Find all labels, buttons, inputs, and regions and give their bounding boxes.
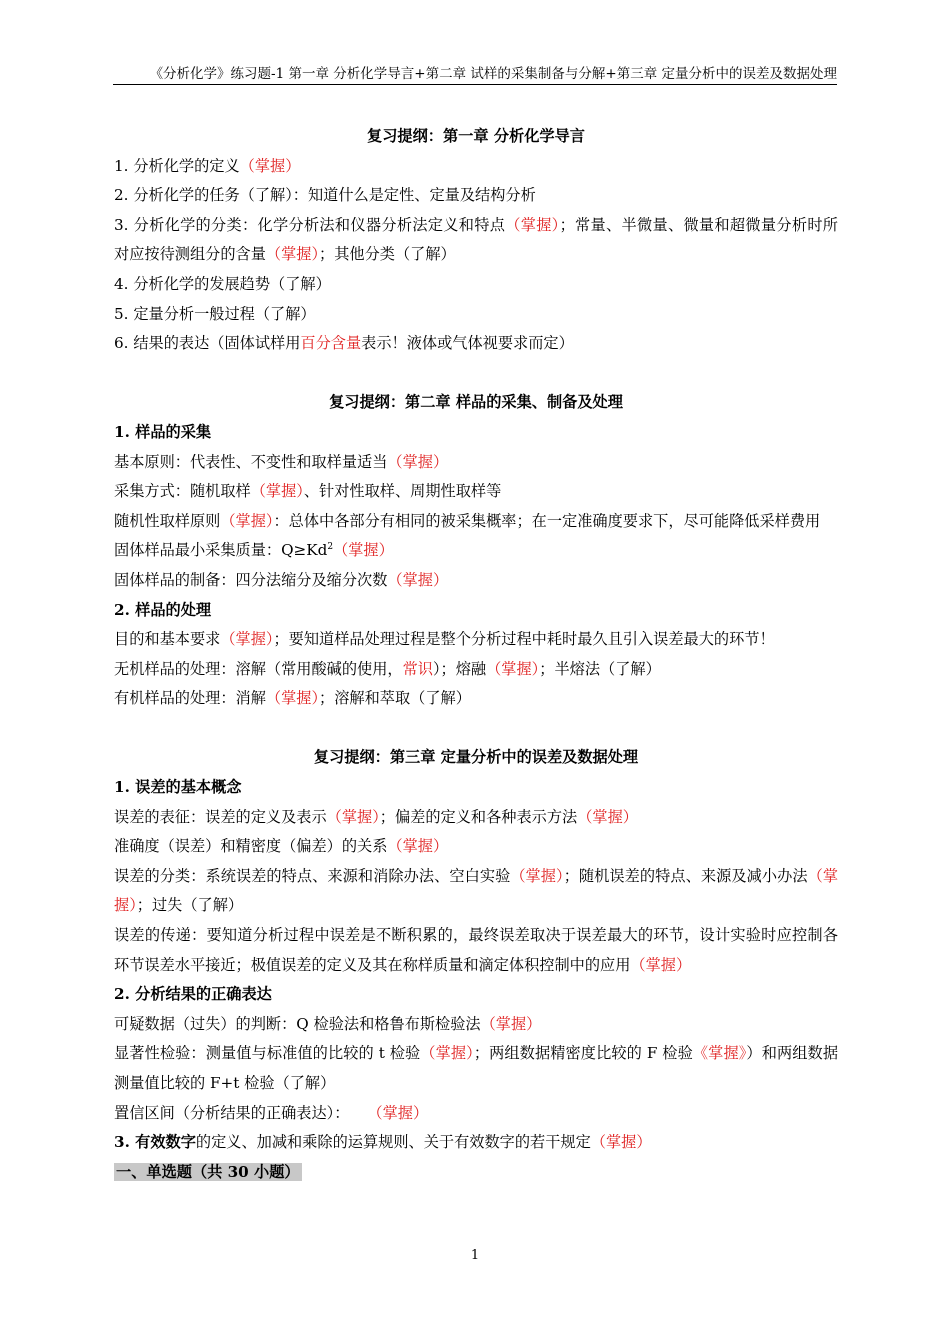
- chapter1-title: 复习提纲：第一章 分析化学导言: [367, 127, 585, 145]
- ch2-inorganic: 无机样品的处理：溶解（常用酸碱的使用，常识）；熔融（掌握）；半熔法（了解）: [114, 659, 661, 678]
- ch3-subheading-2: 2. 分析结果的正确表达: [114, 985, 272, 1004]
- chapter2-title: 复习提纲：第二章 样品的采集、制备及处理: [329, 393, 623, 412]
- ch2-sampling-method: 采集方式：随机取样（掌握）、针对性取样、周期性取样等: [114, 482, 502, 501]
- ch2-solid-prep: 固体样品的制备：四分法缩分及缩分次数（掌握）: [114, 570, 449, 589]
- ch3-sigfig: 3. 有效数字的定义、加减和乘除的运算规则、关于有效数字的若干规定（掌握）: [114, 1133, 652, 1152]
- document-body: [114, 122, 838, 1187]
- ch2-principle: 基本原则：代表性、不变性和取样量适当（掌握）: [114, 452, 449, 471]
- ch3-error-class: 误差的分类：系统误差的特点、来源和消除办法、空白实验（掌握）；随机误差的特点、来源及减小办法（掌握）；过失（了解）: [114, 866, 839, 915]
- ch2-random-sampling: 随机性取样原则（掌握）：总体中各部分有相同的被采集概率；在一定准确度要求下，尽可能降低采样费用: [114, 511, 821, 530]
- chapter3-title: 复习提纲：第三章 定量分析中的误差及数据处理: [313, 748, 639, 767]
- ch2-purpose: 目的和基本要求（掌握）；要知道样品处理过程是整个分析过程中耗时最久且引入误差最大的环节！: [114, 630, 775, 649]
- ch3-error-propagation: 误差的传递：要知道分析过程中误差是不断积累的，最终误差取决于误差最大的环节，设计实验时应控制各环节误差水平接近；极值误差的定义及其在称样质量和滴定体积控制中的应用（掌握）: [114, 926, 838, 974]
- ch3-outlier: 可疑数据（过失）的判断：Q 检验法和格鲁布斯检验法（掌握）: [114, 1014, 542, 1033]
- ch2-subheading-1: 1. 样品的采集: [114, 422, 212, 441]
- ch3-confidence: 置信区间（分析结果的正确表达）： （掌握）: [114, 1103, 429, 1122]
- ch1-item-2: 2. 分析化学的任务（了解）：知道什么是定性、定量及结构分析: [114, 186, 536, 205]
- page-header: 《分析化学》练习题-1 第一章 分析化学导言+第二章 试样的采集制备与分解+第三章 定量分析中的误差及数据处理: [113, 66, 837, 85]
- ch1-item-4: 4. 分析化学的发展趋势（了解）: [114, 274, 331, 293]
- ch1-item-6: 6. 结果的表达（固体试样用百分含量表示！液体或气体视要求而定）: [114, 334, 574, 353]
- ch1-item-5: 5. 定量分析一般过程（了解）: [114, 304, 316, 323]
- page-number: 1: [470, 1248, 480, 1263]
- ch1-item-1: 1. 分析化学的定义（掌握）: [114, 156, 301, 175]
- ch2-organic: 有机样品的处理：消解（掌握）；溶解和萃取（了解）: [114, 689, 471, 708]
- ch1-item-3: 3. 分析化学的分类：化学分析法和仪器分析法定义和特点（掌握）；常量、半微量、微量和超微量分析时所对应按待测组分的含量（掌握）；其他分类（了解）: [114, 215, 838, 264]
- ch3-subheading-1: 1. 误差的基本概念: [114, 778, 242, 797]
- ch3-significance: 显著性检验：测量值与标准值的比较的 t 检验（掌握）；两组数据精密度比较的 F 检验《掌握》）和两组数据测量值比较的 F+t 检验（了解）: [114, 1044, 838, 1092]
- ch3-accuracy: 准确度（误差）和精密度（偏差）的关系（掌握）: [114, 837, 449, 856]
- ch3-error-repr: 误差的表征：误差的定义及表示（掌握）；偏差的定义和各种表示方法（掌握）: [114, 807, 638, 826]
- ch2-subheading-2: 2. 样品的处理: [114, 600, 212, 619]
- ch2-min-mass: 固体样品最小采集质量：$Q\ge Kd^2$（掌握）: [114, 541, 394, 560]
- section-heading: 一、单选题（共 30 小题）: [116, 1162, 300, 1181]
